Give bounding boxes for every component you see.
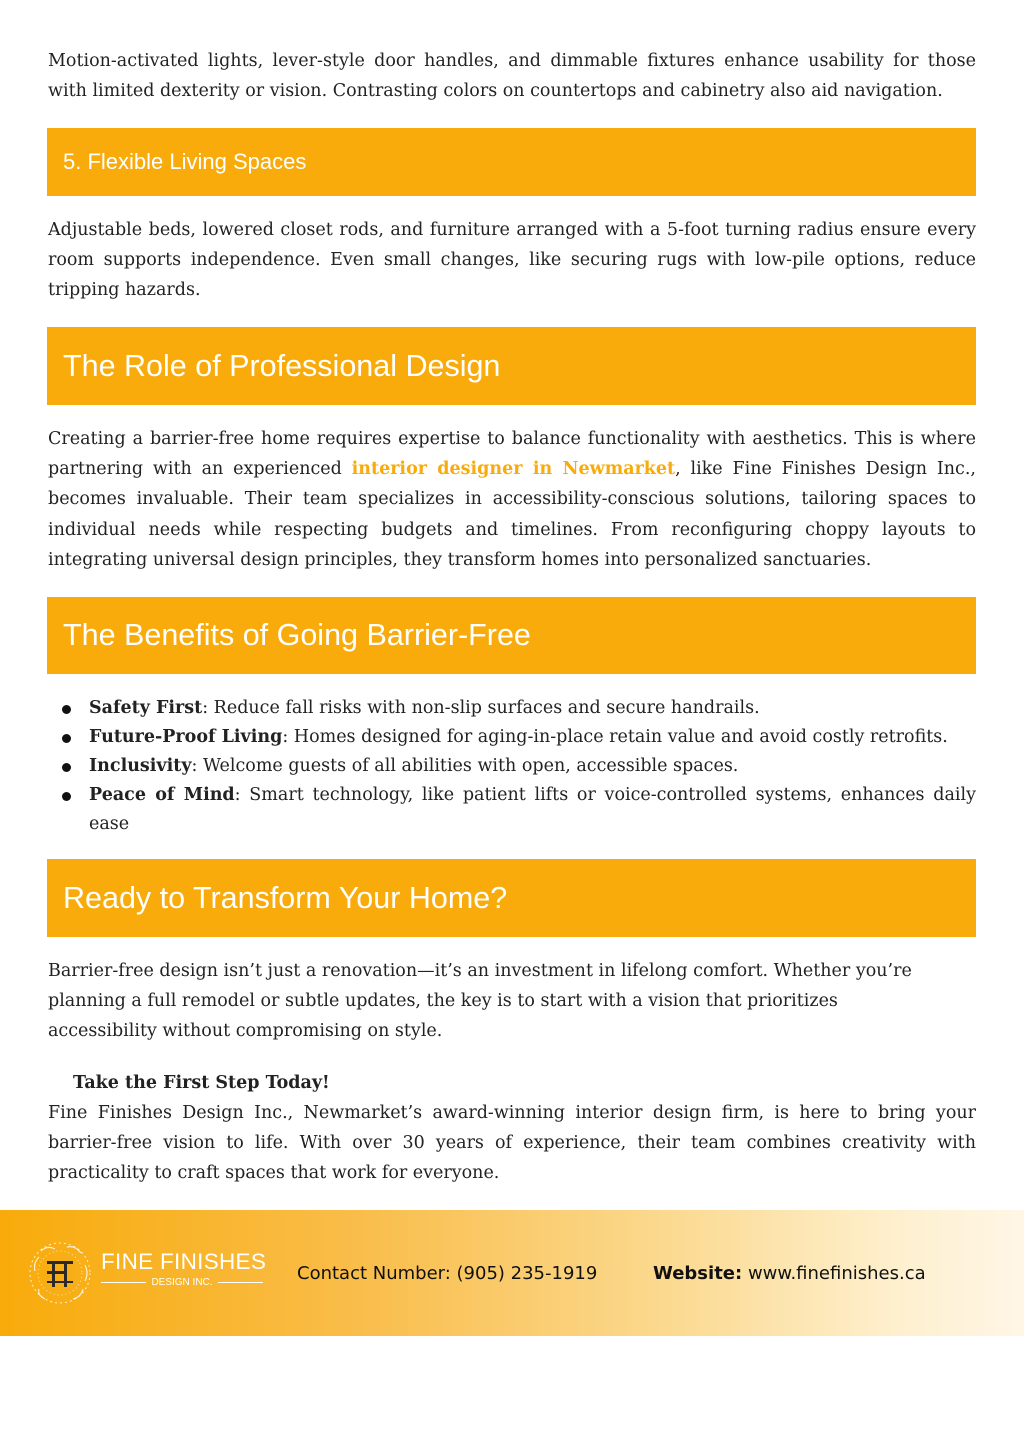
website-label: Website: [653,1263,743,1284]
logo-subtitle-text: DESIGN INC. [151,1277,213,1288]
section-heading-benefits [47,597,976,674]
section-heading-text: Ready to Transform Your Home? [63,880,508,915]
benefit-term: Future-Proof Living [89,727,283,747]
company-logo [27,1241,267,1305]
list-item [48,781,976,839]
paragraph-text: , like Fine Finishes Design Inc., becomes invaluable. Their team specializes in accessibility-conscious solutions, tailoring spaces to individual needs while respecting budgets and timelines. From reconfiguring choppy layouts to integrating universal design principles, they transform homes into personalized sanctuaries. [48,459,976,570]
list-item [48,694,976,723]
divider [218,1282,263,1283]
benefit-term: Inclusivity [89,756,192,776]
list-item [48,723,976,752]
benefit-term: Peace of Mind [89,785,235,805]
paragraph-text: Creating a barrier-free home requires expertise to balance functionality with aesthetics. This is where partnering with an experienced [48,429,976,480]
cta-paragraph: Fine Finishes Design Inc., Newmarket’s award-winning interior design firm, is here to bring your barrier-free vision to life. With over 30 years of experience, their team combines creativity with practicality to craft spaces that work for everyone. [48,1103,976,1184]
benefit-term: Safety First [89,698,203,718]
contact-number[interactable]: Contact Number: (905) 235-1919 [297,1263,598,1284]
section-heading-ready [47,859,976,937]
list-item [48,752,976,781]
website-link[interactable]: www.finefinishes.ca [747,1263,926,1284]
divider [101,1282,146,1283]
interior-designer-link[interactable]: interior designer in Newmarket [351,459,676,480]
benefit-text: : Smart technology, like patient lifts or voice-controlled systems, enhances daily ease [89,785,976,834]
flexible-living-paragraph: Adjustable beds, lowered closet rods, and furniture arranged with a 5-foot turning radius ensure every room supports independence. Even small changes, like securing rugs with low-pile options, reduce tripping hazards. [48,220,976,301]
section-heading-text: The Benefits of Going Barrier-Free [63,618,531,652]
benefit-text: : Reduce fall risks with non-slip surfaces and secure handrails. [202,698,760,718]
benefits-list [48,694,976,839]
logo-monogram-icon [27,1241,93,1305]
cta-title: Take the First Step Today! [73,1073,330,1093]
benefit-text: : Welcome guests of all abilities with open, accessible spaces. [191,756,739,776]
logo-subtitle [101,1277,263,1288]
intro-paragraph: Motion-activated lights, lever-style door handles, and dimmable fixtures enhance usability for those with limited dexterity or vision. Contrasting colors on countertops and cabinetry also aid navigation. [48,51,976,102]
professional-design-paragraph [48,424,976,575]
benefit-text: : Homes designed for aging-in-place retain value and avoid costly retrofits. [282,727,948,747]
ready-paragraph: Barrier-free design isn’t just a renovation—it’s an investment in lifelong comfort. Whether you’re planning a full remodel or subtle updates, the key is to start with a vision that prioritizes accessibility without compromising on style. [48,961,912,1042]
section-heading-flexible-living [47,128,976,196]
logo-wordmark: FINE FINISHES [101,1249,267,1274]
section-heading-text: The Role of Professional Design [63,348,501,383]
section-heading-text: 5. Flexible Living Spaces [63,149,307,174]
website-info [653,1263,926,1284]
section-heading-professional-design [47,327,976,405]
